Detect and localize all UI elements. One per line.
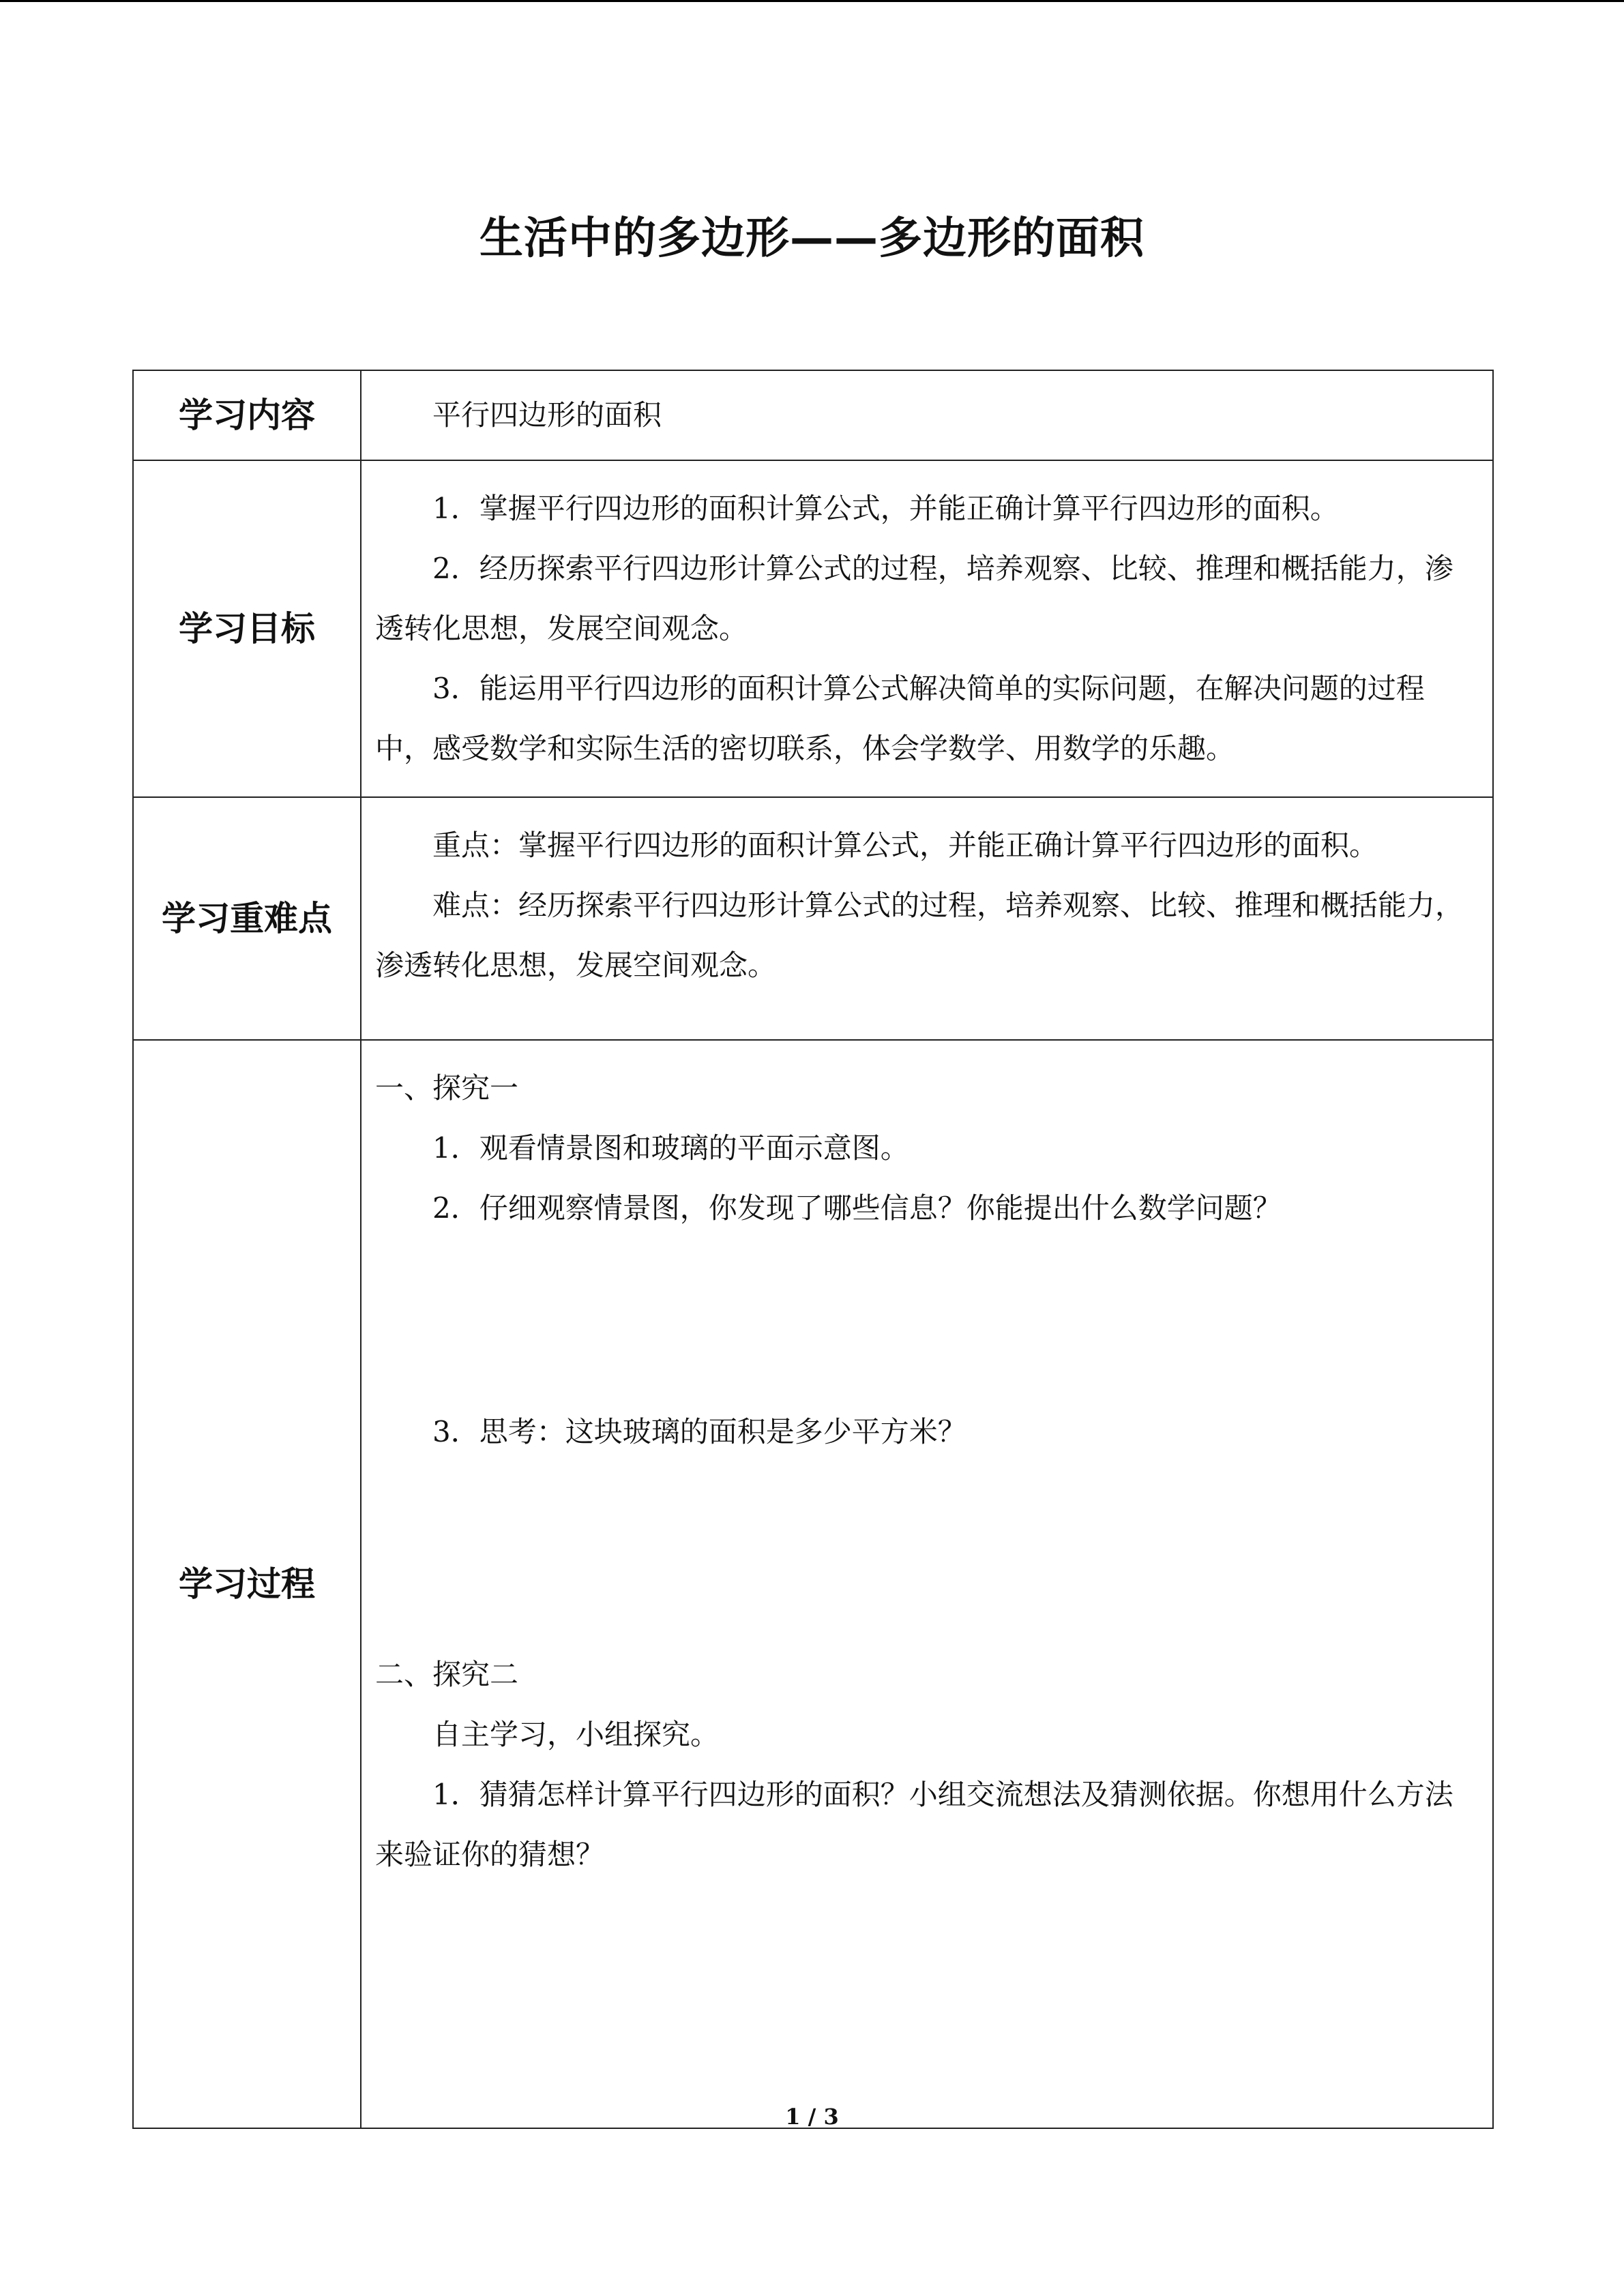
section-heading-2: 二、探究二	[375, 1658, 519, 1691]
process-item: 2．仔细观察情景图，你发现了哪些信息？你能提出什么数学问题？	[432, 1191, 1282, 1225]
row-label-process: 学习过程	[133, 1040, 361, 2128]
content-text: 平行四边形的面积	[432, 398, 662, 432]
page-number: 1 / 3	[785, 2104, 839, 2130]
lesson-plan-table	[132, 370, 1494, 2129]
answer-space	[375, 1462, 1473, 1645]
process-item: 1．观看情景图和玻璃的平面示意图。	[432, 1131, 909, 1165]
row-label-goals: 学习目标	[133, 460, 361, 797]
row-label-key-points: 学习重难点	[133, 797, 361, 1040]
row-value-process	[361, 1040, 1493, 2128]
section-intro: 自主学习，小组探究。	[432, 1718, 720, 1751]
row-value-key-points	[361, 797, 1493, 1040]
table-row-content	[133, 370, 1493, 460]
document-title: 生活中的多边形——多边形的面积	[479, 213, 1145, 264]
goal-item: 3．能运用平行四边形的面积计算公式解决简单的实际问题，在解决问题的过程中，感受数学和实际生活的密切联系，体会学数学、用数学的乐趣。	[375, 672, 1425, 765]
process-item: 1．猜猜怎样计算平行四边形的面积？小组交流想法及猜测依据。你想用什么方法来验证你的猜想？	[375, 1778, 1453, 1871]
section-heading-1: 一、探究一	[375, 1071, 519, 1105]
answer-space	[375, 1885, 1473, 2110]
row-value-content	[361, 370, 1493, 460]
row-label-content: 学习内容	[133, 370, 361, 460]
goal-item: 1．掌握平行四边形的面积计算公式，并能正确计算平行四边形的面积。	[432, 492, 1339, 525]
page-top-border	[0, 0, 1624, 2]
key-point: 重点：掌握平行四边形的面积计算公式，并能正确计算平行四边形的面积。	[432, 829, 1378, 862]
difficult-point: 难点：经历探索平行四边形计算公式的过程，培养观察、比较、推理和概括能力，渗透转化思想，发展空间观念。	[375, 889, 1464, 982]
table-row-process	[133, 1040, 1493, 2128]
process-item: 3．思考：这块玻璃的面积是多少平方米？	[432, 1415, 966, 1448]
answer-space	[375, 1238, 1473, 1402]
row-value-goals	[361, 460, 1493, 797]
table-row-key-points	[133, 797, 1493, 1040]
goal-item: 2．经历探索平行四边形计算公式的过程，培养观察、比较、推理和概括能力，渗透转化思想，发展空间观念。	[375, 552, 1453, 645]
table-row-goals	[133, 460, 1493, 797]
